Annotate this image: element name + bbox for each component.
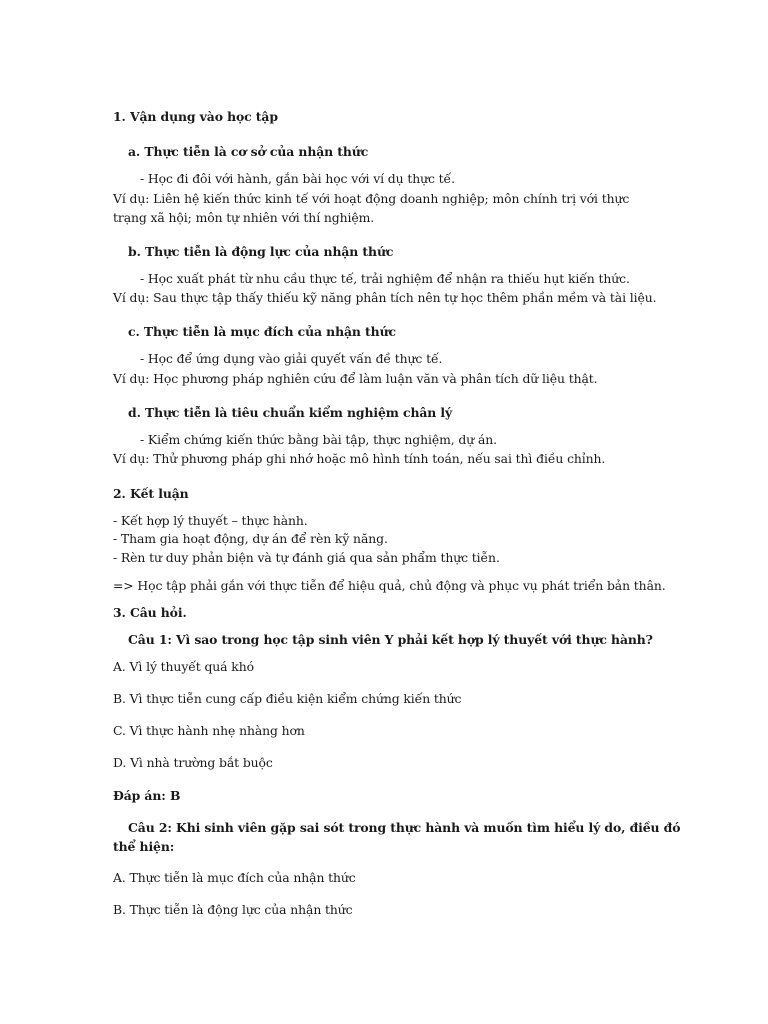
subsection-a-title: a. Thực tiễn là cơ sở của nhận thức [128, 144, 369, 159]
conclusion-point: - Rèn tư duy phản biện và tự đánh giá qua sản phẩm thực tiễn. [113, 550, 500, 565]
section-1-heading: 1. Vận dụng vào học tập [113, 109, 278, 124]
subsection-a-example: Ví dụ: Liên hệ kiến thức kinh tế với hoạt động doanh nghiệp; môn chính trị với thực trạng xã hội; môn tự nhiên với thí nghiệm. [113, 191, 630, 225]
subsection-b-title: b. Thực tiễn là động lực của nhận thức [128, 244, 394, 259]
subsection-d-point: - Kiểm chứng kiến thức bằng bài tập, thực nghiệm, dự án. [140, 432, 497, 447]
subsection-d-example: Ví dụ: Thử phương pháp ghi nhớ hoặc mô hình tính toán, nếu sai thì điều chỉnh. [113, 451, 606, 466]
subsection-a-point: - Học đi đôi với hành, gắn bài học với ví dụ thực tế. [140, 171, 455, 186]
conclusion-point: - Kết hợp lý thuyết – thực hành. [113, 513, 308, 528]
subsection-c-example: Ví dụ: Học phương pháp nghiên cứu để làm luận văn và phân tích dữ liệu thật. [113, 371, 598, 386]
subsection-c-point: - Học để ứng dụng vào giải quyết vấn đề thực tế. [140, 351, 443, 366]
conclusion-summary: => Học tập phải gắn với thực tiễn để hiệu quả, chủ động và phục vụ phát triển bản thân. [113, 578, 666, 593]
section-3-heading: 3. Câu hỏi. [113, 605, 187, 620]
question-1-option: A. Vì lý thuyết quá khó [113, 659, 254, 674]
question-2-line-1: Câu 2: Khi sinh viên gặp sai sót trong thực hành và muốn tìm hiểu lý do, điều đó [128, 820, 681, 835]
conclusion-point: - Tham gia hoạt động, dự án để rèn kỹ năng. [113, 531, 388, 546]
subsection-c-title: c. Thực tiễn là mục đích của nhận thức [128, 324, 396, 339]
question-1-answer: Đáp án: B [113, 788, 181, 803]
section-2-heading: 2. Kết luận [113, 486, 189, 501]
question-1-option: D. Vì nhà trường bắt buộc [113, 755, 273, 770]
subsection-b-example: Ví dụ: Sau thực tập thấy thiếu kỹ năng phân tích nên tự học thêm phần mềm và tài liệu. [113, 290, 657, 305]
question-1-option: B. Vì thực tiễn cung cấp điều kiện kiểm chứng kiến thức [113, 691, 462, 706]
question-1-option: C. Vì thực hành nhẹ nhàng hơn [113, 723, 305, 738]
question-1: Câu 1: Vì sao trong học tập sinh viên Y phải kết hợp lý thuyết với thực hành? [128, 632, 653, 647]
question-2-option: A. Thực tiễn là mục đích của nhận thức [113, 870, 356, 885]
subsection-d-title: d. Thực tiễn là tiêu chuẩn kiểm nghiệm chân lý [128, 405, 453, 420]
subsection-b-point: - Học xuất phát từ nhu cầu thực tế, trải nghiệm để nhận ra thiếu hụt kiến thức. [140, 271, 630, 286]
question-2-line-2: thể hiện: [113, 839, 175, 854]
question-2-option: B. Thực tiễn là động lực của nhận thức [113, 902, 353, 917]
